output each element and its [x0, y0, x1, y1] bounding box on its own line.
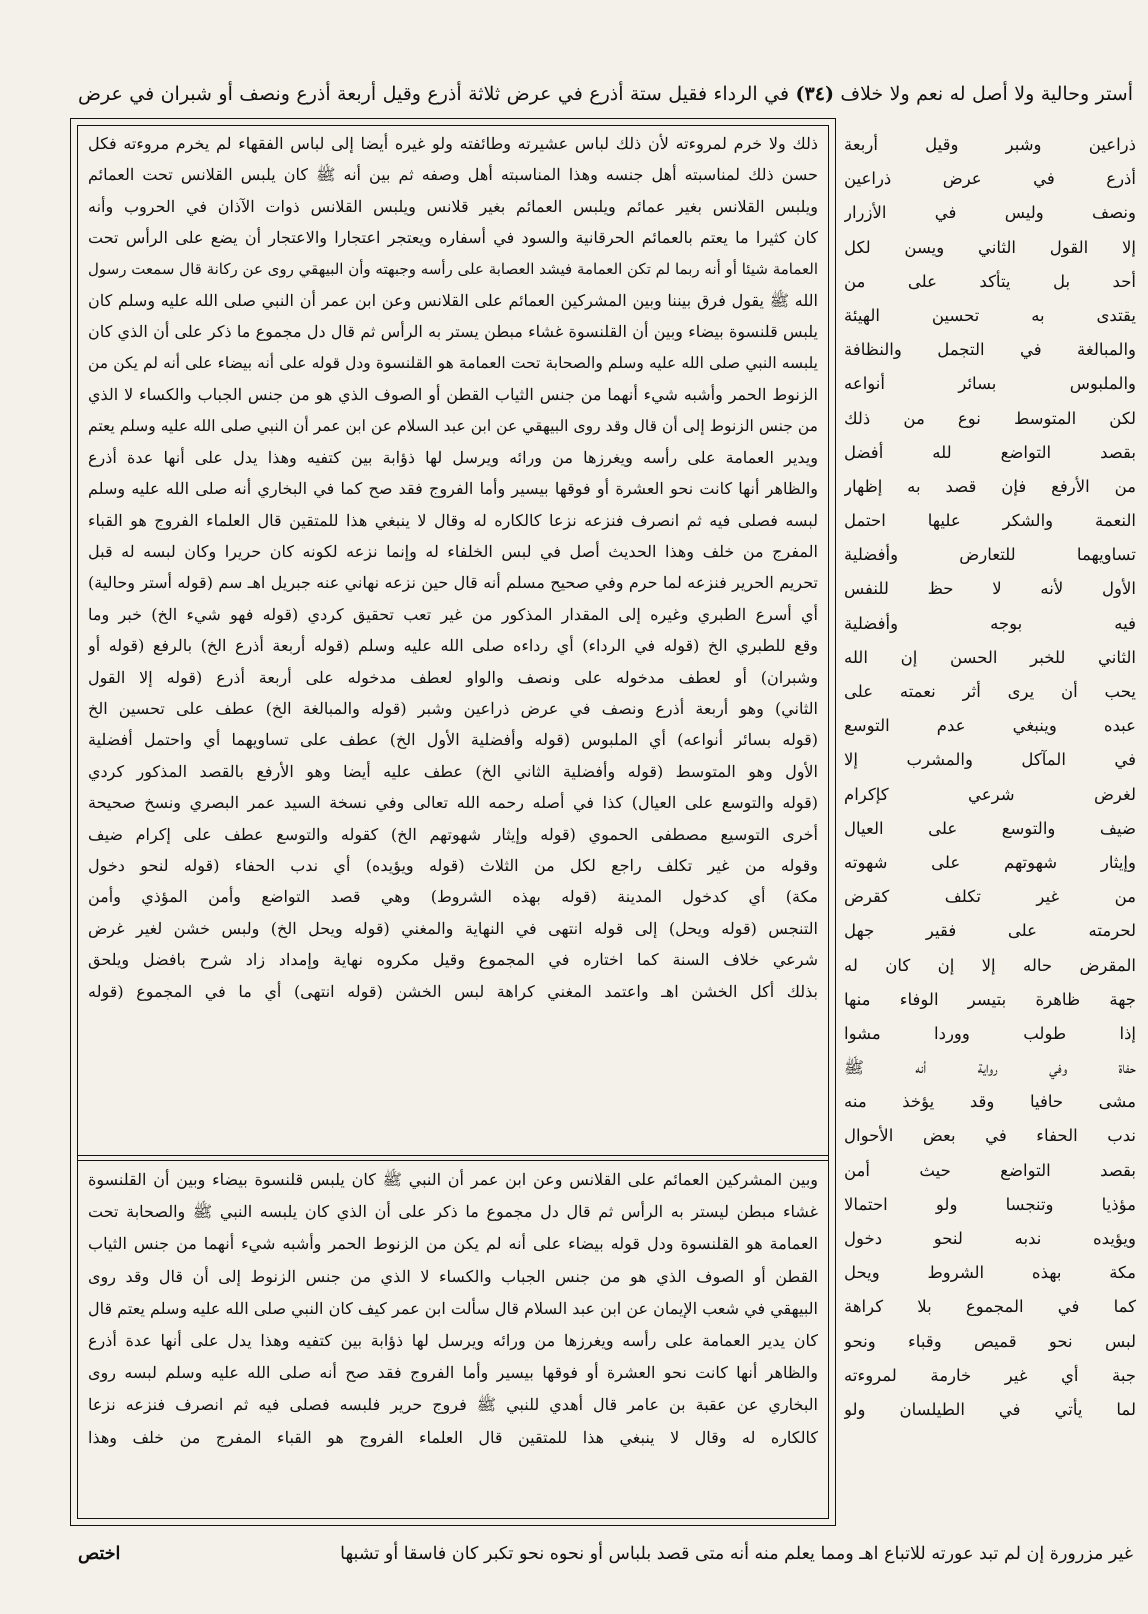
side-text-line: ضيف والتوسع على العيال	[844, 818, 1136, 838]
bottom-line	[78, 1534, 1133, 1574]
commentary-line: بذلك أكل الخشن اهـ واعتمد المغني كراهة لبس الخشن (قوله انتهى) أي ما في المجموع (قوله	[88, 981, 818, 1001]
catchword: اختص	[78, 1544, 121, 1564]
side-text-line: ونصف وليس في الأزرار	[844, 203, 1136, 223]
commentary-line: العمامة شيئا أو أنه ربما لم تكن العمامة فيشد العصابة على رأسه وجبهته وأن البيهقي روى عن ركانة قال سمعت رسول	[88, 259, 818, 278]
side-text-line: حفاة وفي رواية أنه ﷺ	[844, 1058, 1136, 1078]
side-text-line: مكة بهذه الشروط ويحل	[844, 1263, 1136, 1283]
side-text-line: ندب الحفاء في بعض الأحوال	[844, 1126, 1136, 1146]
commentary-line: الزنوط الحمر وأشبه شيء أنهما من جنس الثياب القطن أو الصوف الذي هو من جنس الجباب والكساء لا الذي	[88, 385, 818, 405]
commentary-line: مكة) أي كدخول المدينة (قوله بهذه الشروط) وهي قصد التواضع وأمن المؤذي وأمن	[88, 887, 818, 907]
side-text-line: لما يأتي في الطيلسان ولو	[844, 1399, 1136, 1419]
side-text-line: في المآكل والمشرب إلا	[844, 750, 1136, 770]
commentary-line: ويلبس القلانس بغير عمائم ويلبس العمائم بغير قلانس ويلبس القلانس ذوات الآذان في الحروب وأنه	[88, 196, 818, 216]
commentary-line: وقع للطبري الخ (قوله في الرداء) أي رداءه صلى الله عليه وسلم (قوله أربعة أذرع الخ) بالرفع (قوله أو	[88, 636, 818, 656]
page-number: (٣٤)	[795, 83, 834, 105]
commentary-line: الثاني) وهو أربعة أذرع ونصف في عرض ذراعين وشبر (قوله والمبالغة الخ) عطف على تحسين الخ	[88, 699, 818, 719]
commentary-line: (قوله بسائر أنواعه) أي الملبوس (قوله وأفضلية الأول الخ) عطف على تساويهما أي واحتمل أفضلية	[88, 730, 818, 750]
footnote-line: البيهقي في شعب الإيمان عن ابن عبد السلام قال سألت ابن عمر كيف كان النبي صلى الله عليه وسلم يعتم قال	[88, 1298, 818, 1318]
running-header	[78, 72, 1133, 116]
commentary-line: لبسه فصلى فيه ثم انصرف فنزعه نزعا كالكاره له وقال لا ينبغي هذا للمتقين قال العلماء الفروج هو القباء	[88, 510, 818, 530]
side-text-line: جهة ظاهرة بتيسر الوفاء منها	[844, 989, 1136, 1009]
footnote-line: البخاري عن عقبة بن عامر قال أهدي للنبي ﷺ فروج حرير فلبسه فصلى فيه ثم انصرف فنزعه نزعا	[88, 1395, 818, 1415]
commentary-line: (قوله والتوسع على العيال) كذا في أصله رحمه الله تعالى وفي نسخة السيد عمر البصري ونسخ صحيحة	[88, 793, 818, 813]
commentary-line: حسن ذلك لمناسبته أهل جنسه وهذا المناسبته أهل وصفه ثم بين أنه ﷺ كان يلبس القلانس تحت العمائم	[88, 165, 818, 185]
side-text-line: عبده وينبغي عدم التوسع	[844, 716, 1136, 736]
side-text-line: لغرض شرعي كإكرام	[844, 784, 1136, 804]
side-text-line: والملبوس بسائر أنواعه	[844, 374, 1136, 394]
commentary-line: والظاهر أنها كانت نحو العشرة أو فوقها بيسير وأما الفروج فقد صح كما في البخاري أنه صلى الله عليه وسلم	[88, 479, 818, 499]
side-text-line: الثاني للخبر الحسن إن الله	[844, 647, 1136, 667]
side-text-line: إذا طولب ووردا مشوا	[844, 1023, 1136, 1043]
side-text-line: ويؤيده ندبه لنحو دخول	[844, 1229, 1136, 1248]
commentary-text	[88, 128, 818, 1007]
footnote-line: غشاء مبطن ليستر به الرأس ثم قال دل مجموع ما ذكر على أن الذي كان يلبسه النبي ﷺ والصحابة تحت	[88, 1202, 818, 1222]
commentary-line: من جنس الزنوط إلى أن قال وقد روى البيهقي عن ابن عبد السلام عن ابن عمر أن النبي صلى الله عليه وسلم يعتم	[88, 416, 818, 435]
footnote-separator	[77, 1155, 829, 1161]
side-text-line: والمبالغة في التجمل والنظافة	[844, 340, 1136, 360]
side-text-line: وإيثار شهوتهم على شهوته	[844, 852, 1136, 872]
commentary-line: أخرى التوسيع مصطفى الحموي (قوله وإيثار شهوتهم الخ) كقوله والتوسع عطف على إكرام ضيف	[88, 824, 818, 844]
commentary-line: المفرج من خلف وهذا الحديث أصل في لبس الخلفاء له وإنما نزعه لكونه كان حريرا وكان لبسه له قبل	[88, 542, 818, 562]
commentary-line: كان كثيرا ما يعتم بالعمائم الحرقانية والسود في أسفاره ويعتجر اعتجارا والاعتجار أن يضع على الرأس تحت	[88, 228, 818, 248]
side-text-line: النعمة والشكر عليها احتمل	[844, 511, 1136, 531]
side-text-line: من غير تكلف كقرض	[844, 887, 1136, 907]
footnote-line: القطن أو الصوف الذي هو من جنس الجباب والكساء لا الذي من جنس الزنوط إلى أن قال وقد روى	[88, 1266, 818, 1286]
footnote-line: العمامة هو القلنسوة ودل قوله بيضاء على أنه لم يكن من الزنوط الحمر وأشبه شيء أنهما من جنس الثياب	[88, 1234, 818, 1254]
commentary-line: تحريم الحرير فنزعه لما حرم وفي صحيح مسلم أنه قال حين نزعه نهاني عنه جبريل اهـ سم (قوله أستر وحالية)	[88, 573, 818, 593]
side-main-text	[844, 128, 1136, 1427]
side-text-line: بقصد التواضع حيث أمن	[844, 1160, 1136, 1180]
side-text-line: أحد بل يتأكد على من	[844, 271, 1136, 291]
header-right-text: أستر وحالية ولا أصل له نعم ولا خلاف	[840, 83, 1133, 105]
side-text-line: بقصد التواضع لله أفضل	[844, 442, 1136, 462]
commentary-line: وشبران) أو لعطف مدخوله على ونصف والواو لعطف مدخوله على أربعة أذرع (قوله إلا القول	[88, 667, 818, 687]
side-text-line: لكن المتوسط نوع من ذلك	[844, 408, 1136, 428]
side-text-line: لحرمته على فقير جهل	[844, 921, 1136, 941]
footnote-line: كان يدير العمامة على رأسه ويغرزها من ورائه ويرسل لها ذؤابة بين كتفيه وهذا يدل على أنها عدة أذرع	[88, 1330, 818, 1350]
header-left-text: في الرداء فقيل ستة أذرع في عرض ثلاثة أذرع وقيل أربعة أذرع ونصف أو شبران في عرض	[78, 83, 790, 105]
side-text-line: الأول لأنه لا حظ للنفس	[844, 579, 1136, 599]
side-text-line: يقتدى به تحسين الهيئة	[844, 305, 1136, 325]
commentary-line: الأول وهو المتوسط (قوله وأفضلية الثاني الخ) عطف عليه أيضا وهو الأرفع بالقصد المذكور كردي	[88, 761, 818, 781]
closing-line: غير مزرورة إن لم تبد عورته للاتباع اهـ ومما يعلم منه أنه متى قصد بلباس أو نحوه نحو تكبر كان فاسقا أو تشبها	[340, 1544, 1133, 1564]
commentary-line: الله ﷺ يقول فرق بيننا وبين المشركين العمائم على القلانس وعن ابن عمر أن النبي صلى الله عليه وسلم كان	[88, 290, 818, 310]
side-text-line: تساويهما للتعارض وأفضلية	[844, 545, 1136, 565]
commentary-line: أي أسرع الطبري وغيره إلى المقدار المذكور من غير تعب تحقيق كردي (قوله فهو شيء الخ) خبر وما	[88, 604, 818, 624]
side-text-line: يحب أن يرى أثر نعمته على	[844, 682, 1136, 701]
footnote-line: كالكاره له وقال لا ينبغي هذا للمتقين قال العلماء الفروج هو القباء المفرج من خلف وهذا	[88, 1427, 818, 1447]
commentary-line: شرعي خلاف السنة كما اختاره في المجموع وقيل مكروه نهاية وإمداد زاد شرح بافضل ويلحق	[88, 950, 818, 970]
side-text-line: مؤذيا وتنجسا ولو احتمالا	[844, 1194, 1136, 1214]
side-text-line: جبة أي غير خارمة لمروءته	[844, 1365, 1136, 1385]
footnote-line: وبين المشركين العمائم على القلانس وعن ابن عمر أن النبي ﷺ كان يلبس قلنسوة بيضاء وبين أن القلنسوة	[88, 1170, 818, 1189]
commentary-line: التنجس (قوله ويحل) إلى قوله انتهى في النهاية والمغني (قوله ويحل الخ) ولبس خشن لغير غرض	[88, 918, 818, 938]
side-text-line: إلا القول الثاني ويسن لكل	[844, 237, 1136, 257]
footnote-line: والظاهر أنها كانت نحو العشرة أو فوقها بيسير وأما الفروج فقد صح أنه صلى الله عليه وسلم لبسه روى	[88, 1363, 818, 1383]
commentary-line: يلبس قلنسوة بيضاء وبين أن القلنسوة غشاء مبطن يستر به الرأس ثم قال دل مجموع ما ذكر على أن الذي كان	[88, 322, 818, 342]
side-text-line: ذراعين وشبر وقيل أربعة	[844, 135, 1136, 154]
side-text-line: من الأرفع فإن قصد به إظهار	[844, 476, 1136, 496]
side-text-line: المقرض حاله إلا إن كان له	[844, 955, 1136, 975]
side-text-line: مشى حافيا وقد يؤخذ منه	[844, 1092, 1136, 1112]
side-text-line: أذرع في عرض ذراعين	[844, 169, 1136, 189]
commentary-line: ذلك ولا خرم لمروءته لأن ذلك لباس عشيرته وطائفته ولو غيره أيضا إلى لباس الفقهاء لم يخرم مروءته فكل	[88, 134, 818, 153]
footnote-text	[88, 1164, 818, 1454]
commentary-line: ويدير العمامة على رأسه ويغرزها من ورائه ويرسل لها ذؤابة بين كتفيه وهذا يدل على أنها عدة أذرع	[88, 447, 818, 467]
side-text-line: لبس نحو قميص وقباء ونحو	[844, 1331, 1136, 1351]
commentary-line: وقوله من غير تكلف راجع لكل من الثلاث (قوله ويؤيده) أي ندب الحفاء (قوله لنحو دخول	[88, 855, 818, 875]
side-text-line: فيه بوجه وأفضلية	[844, 613, 1136, 633]
side-text-line: كما في المجموع بلا كراهة	[844, 1297, 1136, 1317]
commentary-line: يلبسه النبي صلى الله عليه وسلم والصحابة تحت العمامة هو القلنسوة ودل قوله على أنه بيضاء على أنه لم يكن من	[88, 353, 818, 372]
